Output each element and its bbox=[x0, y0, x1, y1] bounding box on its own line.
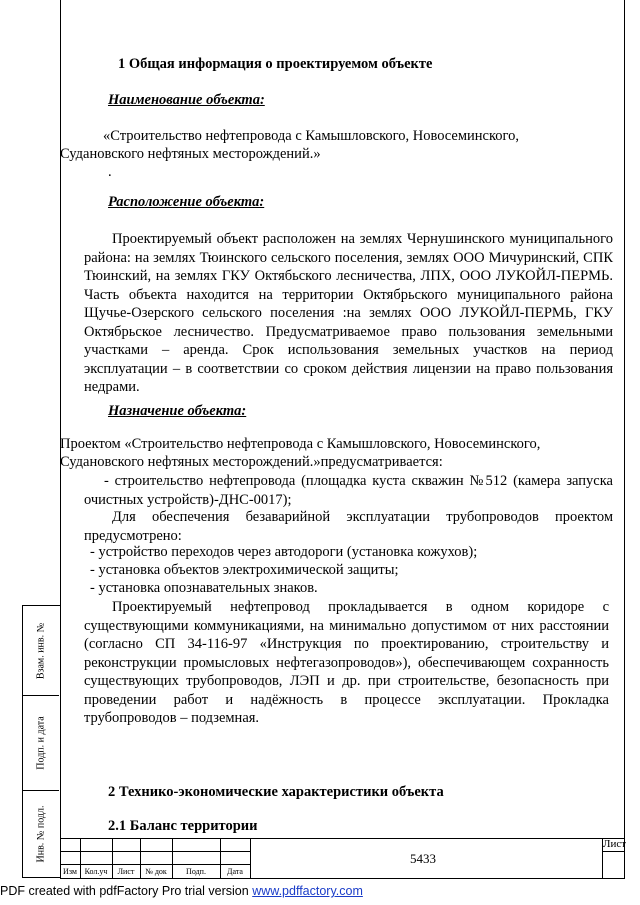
sheet-label: Лист bbox=[603, 838, 627, 850]
name-line-2: Судановского нефтяных месторождений.» bbox=[60, 146, 321, 162]
side-stamp-replace-label: Взам. инв. № bbox=[35, 622, 47, 679]
purpose-item-1: - строительство нефтепровода (площадка куста скважин №512 (камера запуска очистных устройств)-ДНС-0017); bbox=[84, 473, 613, 508]
side-stamp-cell-inventory bbox=[23, 791, 59, 877]
safety-item-3: - установка опознавательных знаков. bbox=[90, 580, 318, 596]
pdf-footer-note bbox=[0, 884, 363, 898]
stamp-data-label: Дата bbox=[227, 867, 243, 876]
section1-title: 1 Общая информация о проектируемом объекте bbox=[118, 56, 433, 72]
title-block bbox=[60, 838, 625, 878]
stamp-kolich-label: Кол.уч bbox=[84, 867, 108, 876]
purpose-heading: Назначение объекта: bbox=[108, 403, 247, 419]
section2-title: 2 Технико-экономические характеристики объекта bbox=[108, 784, 444, 800]
purpose-line-1: Проектом «Строительство нефтепровода с Камышловского, Новосеминского, bbox=[60, 436, 541, 452]
purpose-line-2: Судановского нефтяных месторождений.»предусматривается: bbox=[60, 454, 443, 470]
section2-subtitle: 2.1 Баланс территории bbox=[108, 818, 258, 834]
name-dot: . bbox=[108, 164, 112, 180]
frame-right-border bbox=[624, 0, 625, 878]
stamp-ndok-label: № док bbox=[145, 867, 167, 876]
safety-item-1: - устройство переходов через автодороги (установка кожухов); bbox=[90, 544, 478, 560]
side-stamp-cell-sign bbox=[23, 696, 59, 791]
safety-item-2: - установка объектов электрохимической защиты; bbox=[90, 562, 399, 578]
stamp-podp-label: Подп. bbox=[186, 867, 206, 876]
side-stamp bbox=[22, 605, 60, 878]
location-paragraph: Проектируемый объект расположен на землях Чернушинского муниципального района: на землях Тюинского сельского поселения, землях ООО Мичуринский, СПК Тюинский, на землях ГКУ Октябьского лесничества, ЛПХ, ООО ЛУКОЙЛ-ПЕРМЬ. Часть объекта находится на территории Октябрьского муниципального района Щучье-Озерского сельского поселения :на землях ООО ЛУКОЙЛ-ПЕРМЬ, ГКУ Октябрьское лесничество. Предусматриваемое право пользования земельными участками – аренда. Срок использования земельных участков на период эксплуатации – в соответствии со сроком действия лицензии на право пользования недрами. bbox=[84, 231, 613, 395]
document-code: 5433 bbox=[410, 851, 436, 866]
stamp-list-label: Лист bbox=[117, 867, 135, 876]
name-line-1: «Строительство нефтепровода с Камышловского, Новосеминского, bbox=[103, 128, 520, 144]
side-stamp-inventory-label: Инв. № подл. bbox=[35, 805, 47, 863]
safety-paragraph: Для обеспечения безаварийной эксплуатации трубопроводов проектом предусмотрено: bbox=[84, 509, 613, 544]
pdffactory-link[interactable]: www.pdffactory.com bbox=[252, 884, 363, 898]
stamp-izm-label: Изм bbox=[63, 867, 77, 876]
location-heading: Расположение объекта: bbox=[108, 194, 265, 210]
corridor-paragraph: Проектируемый нефтепровод прокладывается в одном коридоре с существующими коммуникациями, на минимально допустимом от них расстоянии (согласно СП 34-116-97 «Инструкция по проектированию, строительству и реконструкции промысловых нефтегазопроводов»), обеспечивающем сохранность существующих трубопроводов, ЛЭП и др. при строительстве, безопасность при проведении работ и надёжность в процессе эксплуатации. Прокладка трубопроводов – подземная. bbox=[84, 599, 609, 726]
pdf-footer-prefix: PDF created with pdfFactory Pro trial version bbox=[0, 884, 253, 898]
side-stamp-sign-label: Подп. и дата bbox=[35, 716, 47, 770]
name-heading: Наименование объекта: bbox=[108, 92, 265, 108]
side-stamp-cell-replace bbox=[23, 606, 59, 696]
frame-bottom-border bbox=[60, 878, 625, 879]
